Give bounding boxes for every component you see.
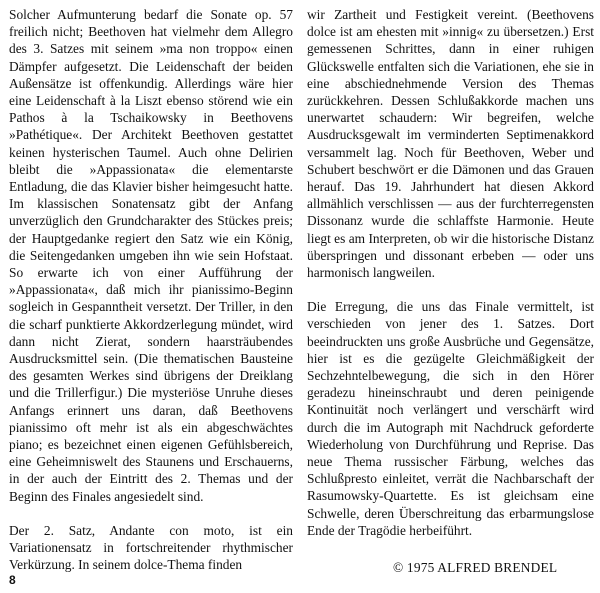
copyright-credit: © 1975 ALFRED BRENDEL [393, 560, 558, 575]
page-number: 8 [9, 573, 16, 587]
left-paragraph-1: Solcher Aufmunterung bedarf die Sonate op. 57 freilich nicht; Beethoven hat vielmehr dem Allegro des 3. Satzes mit seinem »ma non troppo« einen Dämpfer aufgesetzt. Die Leidenschaft der beiden Außensätze ist offenkundig. Allerdings wäre hier eine Leidenschaft à la Liszt ebenso störend wie ein Pathos à la Tschaikowsky in Beethovens »Pathétique«. Der Architekt Beethoven gestattet keinen hysterischen Taumel. Auch ohne Delirien bleibt die »Appassionata« die elementarste Entladung, die das Klavier bisher heimgesucht hatte. Im klassischen Sonatensatz gibt der Anfang unverzüglich den Grundcharakter des Stückes preis; der Hauptgedanke regiert den Satz wie ein König, die Seitengedanken umgeben ihn wie sein Hofstaat. So erwarte ich von einer Aufführung der »Appassionata«, daß mich ihr pianissimo-Beginn sogleich in Gespanntheit versetzt. Der Triller, in den die scharf punktierte Akkordzerlegung mündet, wird dann nicht Zierat, sondern haarsträubendes Ausdrucksmittel sein. (Die thematischen Bausteine des gesamten Werkes sind übrigens der Dreiklang und die Trillerfigur.) Die mysteriöse Unruhe dieses Anfangs erinnert uns daran, daß Beethovens pianissimo oft mehr ist als ein abgeschwächtes piano; es bezeichnet einen eigenen Gefühlsbereich, eine Geheimniswelt des Staunens und Erschauerns, in der auch der Eintritt des 2. Themas und der Beginn des Finales angesiedelt sind. [9, 7, 293, 504]
left-column [9, 6, 293, 574]
right-column [307, 6, 594, 539]
left-paragraph-2: Der 2. Satz, Andante con moto, ist ein Variationensatz in fortschreitender rhythmischer Verkürzung. In seinem dolce-Thema finden [9, 522, 293, 573]
right-paragraph-1: wir Zartheit und Festigkeit vereint. (Beethovens dolce ist am ehesten mit »innig« zu übersetzen.) Erst gemessenen Schrittes, dann in einer ruhigen Glückswelle entfalten sich die Variationen, ehe sie in eine abschiednehmende Version des Themas zurückkehren. Dessen Schlußakkorde machen uns unerwartet schaudern: Wir begreifen, welche Ausdrucksgewalt im verminderten Septimenakkord versammelt lag. Noch für Beethoven, Weber und Schubert beschwört er die Dämonen und das Grauen herauf. Das 19. Jahrhundert hat diesen Akkord allmählich verschlissen — aus der furchterregensten Dissonanz wurde die schlaffste Harmonie. Heute liegt es am Interpreten, ob wir die historische Distanz überspringen und dissonant erbeben — oder uns harmonisch langweilen. [307, 7, 594, 281]
right-paragraph-2: Die Erregung, die uns das Finale vermittelt, ist verschieden von jener des 1. Satzes. Dort beeindruckten uns große Ausbrüche und Gegensätze, hier ist es die gezügelte Gleichmäßigkeit der Sechzehntelbewegung, die sich in den Hörer geradezu hineinschraubt und deren peinigende Kontinuität noch verlängert und verschärft wird durch die im Autograph mit Nachdruck geforderte Wiederholung von Durchführung und Reprise. Das neue Thema russischer Färbung, welches das Schlußpresto einleitet, verrät die Nachbarschaft der Rasumowsky-Quartette. Es ist gleichsam eine Schwelle, deren Überschreitung das erbarmungslose Ende der Tragödie herbeiführt. [307, 299, 594, 538]
